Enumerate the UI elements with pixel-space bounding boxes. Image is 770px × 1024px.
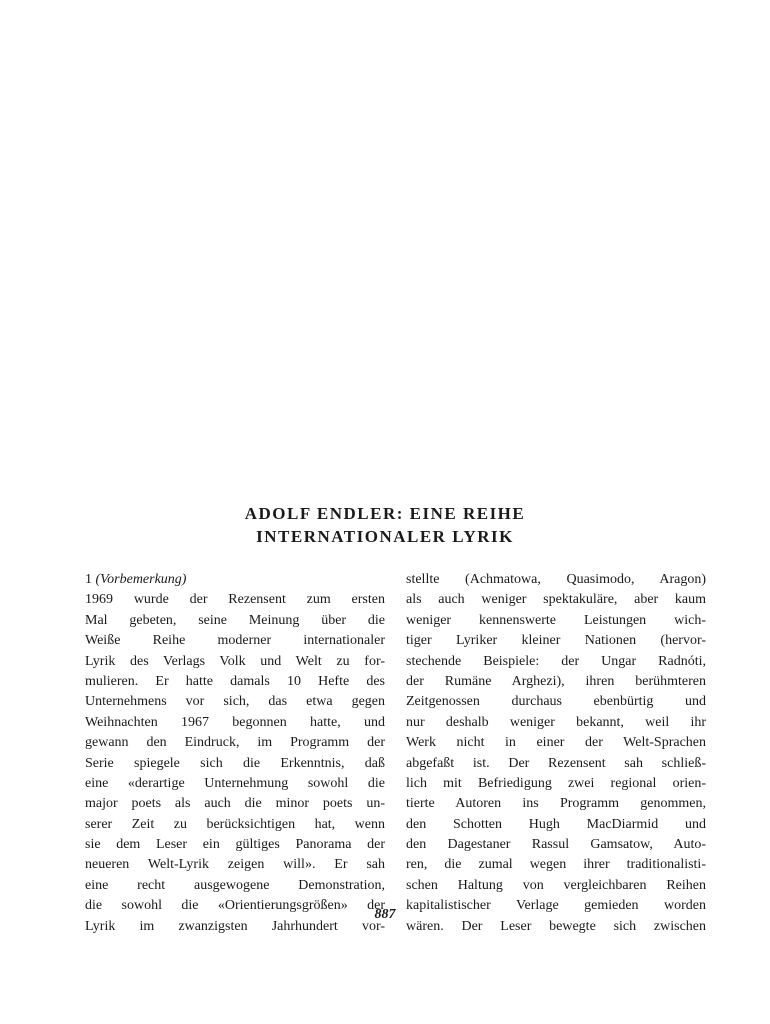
- text-line: abgefaßt ist. Der Rezensent sah schließ-: [406, 755, 706, 771]
- text-line: weniger kennenswerte Leistungen wich-: [406, 612, 706, 628]
- text-line: die sowohl die «Orientierungsgrößen» der: [85, 898, 385, 914]
- text-line: den Dagestaner Rassul Gamsatow, Auto-: [406, 837, 706, 853]
- text-line: Mal gebeten, seine Meinung über die: [85, 612, 385, 628]
- text-line: wären. Der Leser bewegte sich zwischen: [406, 918, 706, 934]
- right-column: [406, 570, 706, 937]
- text-line: stellte (Achmatowa, Quasimodo, Aragon): [406, 572, 706, 587]
- article-title-line-1: ADOLF ENDLER: EINE REIHE: [244, 504, 526, 523]
- text-line: sie dem Leser ein gültiges Panorama der: [85, 837, 385, 853]
- text-line: Zeitgenossen durchaus ebenbürtig und: [406, 694, 706, 710]
- text-line: stechende Beispiele: der Ungar Radnóti,: [406, 653, 706, 669]
- text-line: major poets als auch die minor poets un-: [85, 796, 385, 812]
- text-line: neueren Welt-Lyrik zeigen will». Er sah: [85, 857, 385, 873]
- text-line: den Schotten Hugh MacDiarmid und: [406, 816, 706, 832]
- text-line: Werk nicht in einer der Welt-Sprachen: [406, 735, 706, 751]
- article-title-line-2: INTERNATIONALER LYRIK: [256, 527, 514, 546]
- text-line: gewann den Eindruck, im Programm der: [85, 735, 385, 751]
- text-line: Serie spiegele sich die Erkenntnis, daß: [85, 755, 385, 771]
- text-line: tierte Autoren ins Programm genommen,: [406, 796, 706, 812]
- text-line: Lyrik im zwanzigsten Jahrhundert vor-: [85, 918, 385, 934]
- text-line: serer Zeit zu berücksichtigen hat, wenn: [85, 816, 385, 832]
- section-heading-text: (Vorbemerkung): [95, 572, 187, 587]
- text-line: kapitalistischer Verlage gemieden worden: [406, 898, 706, 914]
- text-line: Weiße Reihe moderner internationaler: [85, 633, 385, 649]
- page-number: 887: [374, 907, 396, 922]
- text-line: eine «derartige Unternehmung sowohl die: [85, 775, 385, 791]
- text-line: der Rumäne Arghezi), ihren berühmteren: [406, 673, 706, 689]
- text-line: ren, die zumal wegen ihrer traditionalisti-: [406, 857, 706, 873]
- text-line: Lyrik des Verlags Volk und Welt zu for-: [85, 653, 385, 669]
- text-line: lich mit Befriedigung zwei regional orien-: [406, 775, 706, 791]
- text-line: Weihnachten 1967 begonnen hatte, und: [85, 714, 385, 730]
- text-line: als auch weniger spektakuläre, aber kaum: [406, 592, 706, 608]
- text-line: schen Haltung von vergleichbaren Reihen: [406, 877, 706, 893]
- text-line: 1969 wurde der Rezensent zum ersten: [85, 592, 385, 608]
- text-line: Unternehmens vor sich, das etwa gegen: [85, 694, 385, 710]
- text-line: mulieren. Er hatte damals 10 Hefte des: [85, 673, 385, 689]
- text-line: tiger Lyriker kleiner Nationen (hervor-: [406, 633, 706, 649]
- text-line: eine recht ausgewogene Demonstration,: [85, 877, 385, 893]
- section-heading: [85, 570, 385, 590]
- section-number: 1: [85, 572, 96, 587]
- text-line: nur deshalb weniger bekannt, weil ihr: [406, 714, 706, 730]
- left-column: [85, 570, 385, 937]
